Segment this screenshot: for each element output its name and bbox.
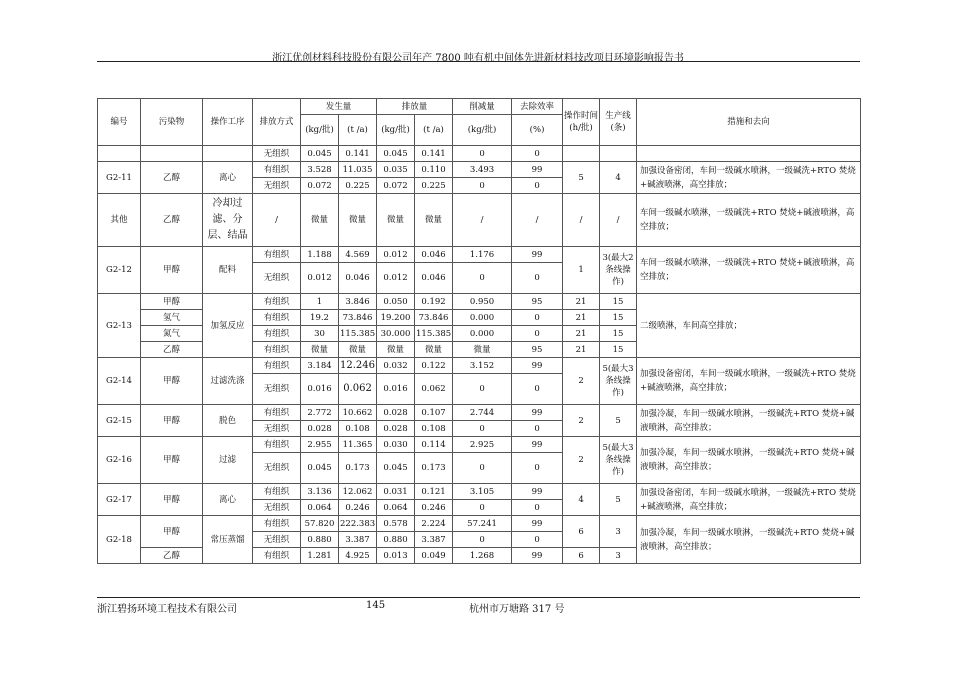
table-cell: 无组织 <box>253 178 301 194</box>
table-cell: 0.035 <box>377 162 415 178</box>
table-cell: 加强设备密闭，车间一级碱水喷淋，一级碱洗+RTO 焚烧+碱液喷淋，高空排放； <box>637 162 861 194</box>
table-cell: 0.173 <box>415 453 453 484</box>
table-cell: 0.012 <box>377 247 415 263</box>
header-rule <box>97 61 860 62</box>
table-cell: 19.2 <box>301 310 339 326</box>
table-cell: 99 <box>512 405 563 421</box>
table-cell: 0.046 <box>415 263 453 294</box>
table-cell: 0 <box>512 326 563 342</box>
table-cell: 95 <box>512 342 563 358</box>
table-cell: 0.173 <box>339 453 377 484</box>
table-cell: 乙醇 <box>141 162 203 194</box>
footer-rule <box>97 597 860 598</box>
table-cell: 离心 <box>203 162 253 194</box>
table-cell: 0.950 <box>453 294 512 310</box>
table-cell: G2-13 <box>98 294 141 358</box>
table-cell: G2-12 <box>98 247 141 294</box>
table-cell: 有组织 <box>253 162 301 178</box>
table-cell: 0 <box>512 421 563 437</box>
table-row <box>98 437 861 453</box>
table-cell: 0.141 <box>339 146 377 162</box>
table-cell: 19.200 <box>377 310 415 326</box>
table-cell: 0 <box>512 178 563 194</box>
table-cell: 4 <box>563 484 600 516</box>
table-cell: 无组织 <box>253 532 301 548</box>
table-cell: 15 <box>600 310 637 326</box>
table-cell: 99 <box>512 548 563 564</box>
col-efficiency: 去除效率 <box>512 99 563 115</box>
table-cell: 3.152 <box>453 358 512 374</box>
table-cell: 5(最大3 条线操作) <box>600 437 637 484</box>
table-cell: 15 <box>600 342 637 358</box>
unit-emit-ta: (t /a) <box>415 115 453 146</box>
table-cell: 21 <box>563 326 600 342</box>
table-cell: 离心 <box>203 484 253 516</box>
table-cell <box>141 146 203 162</box>
table-cell: 微量 <box>415 194 453 247</box>
table-cell: 57.820 <box>301 516 339 532</box>
table-cell: 0 <box>453 453 512 484</box>
table-cell: 99 <box>512 516 563 532</box>
table-cell: 0.107 <box>415 405 453 421</box>
table-cell: 0.578 <box>377 516 415 532</box>
table-cell: 无组织 <box>253 453 301 484</box>
table-row <box>98 358 861 374</box>
table-cell: 乙醇 <box>141 548 203 564</box>
table-cell: 甲醇 <box>141 405 203 437</box>
table-cell: 0 <box>453 374 512 405</box>
table-row <box>98 247 861 263</box>
unit-gen-kg: (kg/批) <box>301 115 339 146</box>
table-cell: 0 <box>453 263 512 294</box>
table-cell: 2.224 <box>415 516 453 532</box>
table-cell: 有组织 <box>253 294 301 310</box>
table-cell: 3 <box>600 548 637 564</box>
table-cell: 0.072 <box>301 178 339 194</box>
table-cell: G2-18 <box>98 516 141 564</box>
page-header: 浙江优创材料科技股份有限公司年产 7800 吨有机中间体先进新材料技改项目环境影响报告书 <box>272 53 684 64</box>
table-cell: G2-16 <box>98 437 141 484</box>
table-cell: 2 <box>563 358 600 405</box>
table-cell: 73.846 <box>415 310 453 326</box>
table-row <box>98 405 861 421</box>
table-cell: 二级喷淋，车间高空排放； <box>637 294 861 358</box>
table-cell: 无组织 <box>253 421 301 437</box>
table-cell: 3(最大2 条线操作) <box>600 247 637 294</box>
table-cell: 0.880 <box>377 532 415 548</box>
table-cell: 0.016 <box>377 374 415 405</box>
page-number: 145 <box>366 600 386 611</box>
table-cell: G2-11 <box>98 162 141 194</box>
table-cell: 0.028 <box>301 421 339 437</box>
table-cell: / <box>253 194 301 247</box>
table-cell: 5 <box>563 162 600 194</box>
table-row <box>98 146 861 162</box>
table-cell: 0.141 <box>415 146 453 162</box>
table-cell: 11.035 <box>339 162 377 178</box>
table-cell: 1.188 <box>301 247 339 263</box>
col-process: 操作工序 <box>203 99 253 146</box>
unit-reduce-kg: (kg/批) <box>453 115 512 146</box>
table-cell: 0.062 <box>415 374 453 405</box>
table-cell: 73.846 <box>339 310 377 326</box>
table-cell: 0.064 <box>301 500 339 516</box>
table-cell: 有组织 <box>253 310 301 326</box>
table-cell: 0 <box>512 453 563 484</box>
table-cell: 2.925 <box>453 437 512 453</box>
table-cell: 3.387 <box>339 532 377 548</box>
table-cell: 15 <box>600 294 637 310</box>
table-cell: 无组织 <box>253 263 301 294</box>
table-cell: 1.281 <box>301 548 339 564</box>
table-cell: 0.013 <box>377 548 415 564</box>
col-pollutant: 污染物 <box>141 99 203 146</box>
table-cell: / <box>453 194 512 247</box>
table-cell: 有组织 <box>253 358 301 374</box>
table-cell: 0.880 <box>301 532 339 548</box>
table-cell: 0.049 <box>415 548 453 564</box>
table-cell: 3.136 <box>301 484 339 500</box>
table-cell: 过滤洗涤 <box>203 358 253 405</box>
table-cell: 0.028 <box>377 421 415 437</box>
table-cell: 配料 <box>203 247 253 294</box>
table-cell: 2.772 <box>301 405 339 421</box>
table-cell: 0.062 <box>339 374 377 405</box>
table-cell: 4 <box>600 162 637 194</box>
table-cell: G2-14 <box>98 358 141 405</box>
unit-emit-kg: (kg/批) <box>377 115 415 146</box>
table-cell: 0.110 <box>415 162 453 178</box>
table-cell: 有组织 <box>253 405 301 421</box>
table-cell: 15 <box>600 326 637 342</box>
col-mode: 排放方式 <box>253 99 301 146</box>
table-cell <box>637 146 861 162</box>
table-cell: 冷却过滤、分层、结晶 <box>203 194 253 247</box>
table-cell: 微量 <box>377 194 415 247</box>
table-cell: 2.744 <box>453 405 512 421</box>
table-cell: 12.246 <box>339 358 377 374</box>
table-cell: 1.176 <box>453 247 512 263</box>
table-cell: 0.122 <box>415 358 453 374</box>
table-cell: 无组织 <box>253 374 301 405</box>
table-cell: 有组织 <box>253 548 301 564</box>
table-cell: 10.662 <box>339 405 377 421</box>
table-cell: 无组织 <box>253 500 301 516</box>
table-cell: 99 <box>512 162 563 178</box>
table-cell: 0.045 <box>301 146 339 162</box>
table-cell: 脱色 <box>203 405 253 437</box>
table-cell: 95 <box>512 294 563 310</box>
table-cell: 6 <box>563 516 600 548</box>
table-cell: 微量 <box>453 342 512 358</box>
table-cell: 0.114 <box>415 437 453 453</box>
table-cell: 21 <box>563 294 600 310</box>
table-cell: 99 <box>512 247 563 263</box>
table-cell: 0 <box>512 532 563 548</box>
table-cell: 甲醇 <box>141 247 203 294</box>
table-cell: 0.108 <box>339 421 377 437</box>
table-cell: 有组织 <box>253 342 301 358</box>
unit-eff-pct: (%) <box>512 115 563 146</box>
table-cell <box>563 146 600 162</box>
table-cell: 3.528 <box>301 162 339 178</box>
col-measures: 措施和去向 <box>637 99 861 146</box>
table-cell: 0 <box>512 263 563 294</box>
table-cell: 99 <box>512 437 563 453</box>
table-cell: 222.383 <box>339 516 377 532</box>
table-cell: 30 <box>301 326 339 342</box>
table-cell: 车间一级碱水喷淋，一级碱洗+RTO 焚烧+碱液喷淋，高空排放； <box>637 194 861 247</box>
table-cell: 3.184 <box>301 358 339 374</box>
table-cell: 21 <box>563 310 600 326</box>
table-cell: 有组织 <box>253 516 301 532</box>
table-cell: 0.028 <box>377 405 415 421</box>
table-cell: 甲醇 <box>141 358 203 405</box>
table-cell: 5 <box>600 405 637 437</box>
table-head <box>98 99 861 146</box>
table-cell: 0.046 <box>415 247 453 263</box>
table-cell: 0 <box>453 532 512 548</box>
col-emitted: 排放量 <box>377 99 453 115</box>
table-cell: 0.246 <box>415 500 453 516</box>
table-cell: 有组织 <box>253 326 301 342</box>
table-cell <box>600 146 637 162</box>
table-cell: 2 <box>563 437 600 484</box>
table-row <box>98 516 861 532</box>
table-cell: 0.064 <box>377 500 415 516</box>
table-cell: G2-17 <box>98 484 141 516</box>
table-cell: / <box>512 194 563 247</box>
table-cell: 氢气 <box>141 310 203 326</box>
table-cell: 0.032 <box>377 358 415 374</box>
table-cell: 0.225 <box>415 178 453 194</box>
table-cell: 微量 <box>301 194 339 247</box>
table-cell: 甲醇 <box>141 294 203 310</box>
table-cell: 其他 <box>98 194 141 247</box>
table-cell: 0.072 <box>377 178 415 194</box>
table-row <box>98 294 861 310</box>
table-cell: 0.045 <box>301 453 339 484</box>
table-cell: 微量 <box>377 342 415 358</box>
table-cell: 加氢反应 <box>203 294 253 358</box>
table-cell: 乙醇 <box>141 194 203 247</box>
table-cell: 过滤 <box>203 437 253 484</box>
table-cell: 有组织 <box>253 437 301 453</box>
table-cell: 5 <box>600 484 637 516</box>
table-cell: 3 <box>600 516 637 548</box>
table-cell: 4.925 <box>339 548 377 564</box>
table-cell: 0.031 <box>377 484 415 500</box>
table-cell: 车间一级碱水喷淋，一级碱洗+RTO 焚烧+碱液喷淋，高空排放； <box>637 247 861 294</box>
table-cell: 1 <box>563 247 600 294</box>
table-cell: 微量 <box>415 342 453 358</box>
table-row <box>98 194 861 247</box>
table-cell: 有组织 <box>253 247 301 263</box>
table-cell: 0.030 <box>377 437 415 453</box>
table-cell: 有组织 <box>253 484 301 500</box>
table-cell: / <box>600 194 637 247</box>
table-cell: 0.046 <box>339 263 377 294</box>
table-cell: 1.268 <box>453 548 512 564</box>
table-cell: 99 <box>512 484 563 500</box>
table-cell: 99 <box>512 358 563 374</box>
table-cell: 无组织 <box>253 146 301 162</box>
table-cell: 氮气 <box>141 326 203 342</box>
table-cell <box>98 146 141 162</box>
table-cell: 0.016 <box>301 374 339 405</box>
table-cell: 0 <box>453 500 512 516</box>
table-cell: 甲醇 <box>141 484 203 516</box>
table-cell: 115.385 <box>339 326 377 342</box>
table-cell: 2 <box>563 405 600 437</box>
table-cell: 57.241 <box>453 516 512 532</box>
table-cell: 0 <box>512 500 563 516</box>
table-cell: 3.846 <box>339 294 377 310</box>
table-cell: 11.365 <box>339 437 377 453</box>
table-cell: 0 <box>512 310 563 326</box>
table-cell: 0.121 <box>415 484 453 500</box>
table-cell: / <box>563 194 600 247</box>
table-cell: 0 <box>453 146 512 162</box>
unit-gen-ta: (t /a) <box>339 115 377 146</box>
table-cell: 加强冷凝，车间一级碱水喷淋，一级碱洗+RTO 焚烧+碱液喷淋，高空排放； <box>637 516 861 564</box>
table-cell: 115.385 <box>415 326 453 342</box>
table-cell: 0 <box>453 178 512 194</box>
table-cell: 0.045 <box>377 453 415 484</box>
table-cell: 12.062 <box>339 484 377 500</box>
table-cell: 0.192 <box>415 294 453 310</box>
table-cell: 5(最大3 条线操作) <box>600 358 637 405</box>
table-cell: 4.569 <box>339 247 377 263</box>
table-cell: 0.050 <box>377 294 415 310</box>
table-cell: 21 <box>563 342 600 358</box>
table-cell: 甲醇 <box>141 516 203 548</box>
table-cell <box>203 146 253 162</box>
table-cell: 2.955 <box>301 437 339 453</box>
col-hours: 操作时间(h/批) <box>563 99 600 146</box>
table-cell: 加强冷凝，车间一级碱水喷淋，一级碱洗+RTO 焚烧+碱液喷淋，高空排放； <box>637 405 861 437</box>
table-cell: 0 <box>453 421 512 437</box>
table-cell: 3.493 <box>453 162 512 178</box>
table-row <box>98 162 861 178</box>
table-cell: 0.000 <box>453 326 512 342</box>
table-cell: 0.012 <box>377 263 415 294</box>
table-cell: 3.387 <box>415 532 453 548</box>
col-lines: 生产线(条) <box>600 99 637 146</box>
table-body <box>98 146 861 564</box>
table-cell: 3.105 <box>453 484 512 500</box>
table-cell: G2-15 <box>98 405 141 437</box>
table-cell: 0.246 <box>339 500 377 516</box>
footer-company: 浙江碧扬环境工程技术有限公司 <box>97 604 237 615</box>
table-cell: 加强设备密闭，车间一级碱水喷淋，一级碱洗+RTO 焚烧+碱液喷淋，高空排放； <box>637 358 861 405</box>
table-cell: 0 <box>512 146 563 162</box>
table-cell: 0.000 <box>453 310 512 326</box>
table-cell: 微量 <box>301 342 339 358</box>
table-cell: 0.012 <box>301 263 339 294</box>
table-cell: 加强设备密闭，车间一级碱水喷淋，一级碱洗+RTO 焚烧+碱液喷淋，高空排放； <box>637 484 861 516</box>
table-cell: 甲醇 <box>141 437 203 484</box>
table-cell: 微量 <box>339 342 377 358</box>
table-cell: 0.108 <box>415 421 453 437</box>
col-generated: 发生量 <box>301 99 377 115</box>
table-cell: 6 <box>563 548 600 564</box>
table-cell: 1 <box>301 294 339 310</box>
table-cell: 30.000 <box>377 326 415 342</box>
table-cell: 乙醇 <box>141 342 203 358</box>
table-cell: 常压蒸馏 <box>203 516 253 564</box>
table-cell: 0 <box>512 374 563 405</box>
table-row <box>98 484 861 500</box>
col-id: 编号 <box>98 99 141 146</box>
col-reduced: 削减量 <box>453 99 512 115</box>
table-cell: 加强冷凝，车间一级碱水喷淋，一级碱洗+RTO 焚烧+碱液喷淋，高空排放； <box>637 437 861 484</box>
table-cell: 微量 <box>339 194 377 247</box>
table-cell: 0.045 <box>377 146 415 162</box>
footer-address: 杭州市万塘路 317 号 <box>469 604 565 615</box>
table-cell: 0.225 <box>339 178 377 194</box>
emission-table <box>97 98 861 564</box>
